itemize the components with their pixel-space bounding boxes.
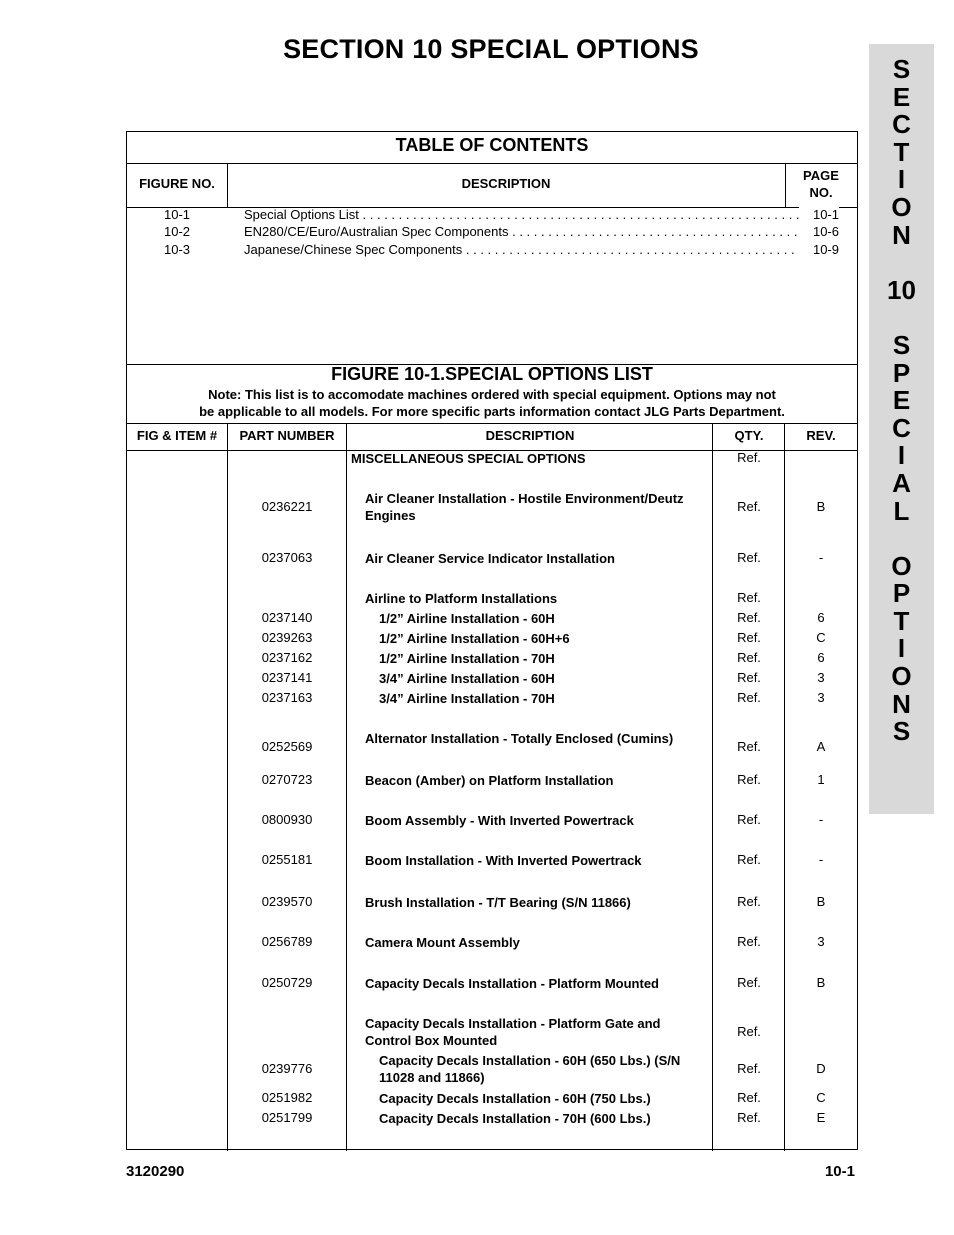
- side-tab-letter: T: [893, 136, 910, 167]
- table-row[interactable]: [127, 934, 857, 951]
- part-rev: B: [816, 498, 826, 514]
- table-row[interactable]: [127, 610, 857, 627]
- part-rev: 6: [817, 650, 825, 665]
- toc-header-description: DESCRIPTION: [461, 176, 551, 191]
- side-tab-letter: C: [892, 412, 911, 443]
- part-description: 3/4” Airline Installation - 60H: [379, 671, 555, 686]
- side-tab-letter: P: [892, 357, 911, 388]
- part-description: Boom Installation - With Inverted Powertrack: [365, 853, 642, 868]
- table-row[interactable]: [127, 894, 857, 911]
- table-row[interactable]: [127, 1110, 857, 1127]
- table-row[interactable]: [127, 1052, 857, 1086]
- part-rev: 3: [817, 934, 825, 949]
- part-rev: C: [816, 630, 826, 645]
- side-tab-letter: N: [892, 688, 911, 719]
- part-number: 0239776: [261, 1060, 313, 1076]
- part-number: 0251799: [261, 1110, 313, 1125]
- table-row[interactable]: [127, 1090, 857, 1107]
- part-rev: A: [816, 738, 826, 754]
- part-rev: 3: [817, 670, 825, 685]
- part-number: 0251982: [261, 1090, 313, 1105]
- part-rev: D: [816, 1060, 826, 1076]
- part-description: Alternator Installation - Totally Enclosed (Cumins): [365, 731, 674, 746]
- part-description: Capacity Decals Installation - 60H (750 Lbs.): [379, 1091, 651, 1106]
- part-qty: Ref.: [737, 975, 761, 990]
- part-number: 0250729: [261, 975, 313, 990]
- header-description: DESCRIPTION: [485, 428, 575, 443]
- side-tab-letter: O: [891, 550, 912, 581]
- side-tab-letter: T: [893, 605, 910, 636]
- side-tab-letter: I: [897, 164, 906, 195]
- doc-number: 3120290: [126, 1163, 185, 1180]
- part-number: 0237163: [261, 690, 313, 705]
- part-qty: Ref.: [737, 590, 761, 605]
- part-qty: Ref.: [737, 690, 761, 705]
- side-tab-letter: S: [892, 716, 911, 747]
- table-row[interactable]: [127, 690, 857, 707]
- part-description: Capacity Decals Installation - 60H (650 Lbs.) (S/N 11028 and 11866): [379, 1053, 681, 1085]
- divider: [127, 423, 857, 424]
- page-number: 10-1: [824, 1163, 855, 1180]
- part-qty: Ref.: [737, 812, 761, 827]
- table-bottom-border: [126, 1149, 858, 1150]
- table-row[interactable]: [127, 630, 857, 647]
- toc-header-page: PAGE NO.: [803, 168, 839, 200]
- part-description: Capacity Decals Installation - Platform Gate and Control Box Mounted: [365, 1016, 661, 1048]
- part-number: 0237141: [261, 670, 313, 685]
- side-tab-text: [869, 56, 934, 746]
- part-number: 0236221: [261, 498, 313, 514]
- part-rev: 1: [817, 772, 825, 787]
- side-tab-letter: A: [892, 467, 911, 498]
- part-description: 1/2” Airline Installation - 60H+6: [379, 631, 570, 646]
- part-rev: E: [816, 1110, 826, 1125]
- table-row[interactable]: [127, 450, 857, 467]
- side-tab-letter: S: [892, 329, 911, 360]
- divider: [127, 163, 857, 164]
- table-row[interactable]: [127, 670, 857, 687]
- part-description: Airline to Platform Installations: [365, 591, 558, 606]
- part-description: Air Cleaner Installation - Hostile Environment/Deutz Engines: [365, 491, 684, 523]
- part-qty: Ref.: [737, 934, 761, 949]
- part-number: 0800930: [261, 812, 313, 827]
- part-description: MISCELLANEOUS SPECIAL OPTIONS: [351, 451, 586, 466]
- part-description: Camera Mount Assembly: [365, 935, 520, 950]
- part-rev: B: [816, 894, 826, 909]
- part-number: 0237140: [261, 610, 313, 625]
- part-description: Air Cleaner Service Indicator Installation: [365, 551, 615, 566]
- table-row[interactable]: [127, 550, 857, 567]
- side-tab-letter: [869, 525, 934, 553]
- part-description: 1/2” Airline Installation - 70H: [379, 651, 555, 666]
- toc-row[interactable]: 10-3 Japanese/Chinese Spec Components . . . 10-9: [127, 242, 857, 259]
- part-rev: -: [818, 550, 824, 565]
- table-row[interactable]: [127, 650, 857, 667]
- part-qty: Ref.: [737, 772, 761, 787]
- part-description: Capacity Decals Installation - 70H (600 Lbs.): [379, 1111, 651, 1126]
- part-rev: -: [818, 852, 824, 867]
- part-qty: Ref.: [737, 498, 761, 514]
- part-qty: Ref.: [737, 650, 761, 665]
- part-qty: Ref.: [737, 1023, 761, 1039]
- toc-row[interactable]: 10-2 EN280/CE/Euro/Australian Spec Components . . . 10-6: [127, 224, 857, 241]
- part-qty: Ref.: [737, 852, 761, 867]
- part-description: Brush Installation - T/T Bearing (S/N 11866): [365, 895, 631, 910]
- part-rev: 6: [817, 610, 825, 625]
- part-number: 0256789: [261, 934, 313, 949]
- table-row[interactable]: [127, 975, 857, 992]
- side-tab-letter: C: [892, 109, 911, 140]
- header-part-number: PART NUMBER: [239, 428, 335, 443]
- part-number: 0255181: [261, 852, 313, 867]
- part-rev: -: [818, 812, 824, 827]
- part-qty: Ref.: [737, 670, 761, 685]
- part-rev: C: [816, 1090, 826, 1105]
- part-qty: Ref.: [737, 610, 761, 625]
- table-row[interactable]: [127, 812, 857, 829]
- part-qty: Ref.: [737, 894, 761, 909]
- part-description: 3/4” Airline Installation - 70H: [379, 691, 555, 706]
- part-number: 0237063: [261, 550, 313, 565]
- toc-title: TABLE OF CONTENTS: [395, 135, 589, 155]
- figure-note: Note: This list is to accomodate machines ordered with special equipment. Options may not be applicable to all models. For more specific parts information contact JLG Parts Department.: [199, 387, 785, 419]
- side-tab-letter: I: [897, 440, 906, 471]
- part-number: 0237162: [261, 650, 313, 665]
- toc-row[interactable]: 10-1 Special Options List . . . 10-1: [127, 207, 857, 224]
- figure-title: FIGURE 10-1.SPECIAL OPTIONS LIST: [331, 364, 653, 384]
- side-tab-letter: 10: [887, 274, 916, 305]
- table-row[interactable]: [127, 730, 857, 764]
- part-qty: Ref.: [737, 738, 761, 754]
- part-description: Beacon (Amber) on Platform Installation: [365, 773, 614, 788]
- side-tab-letter: O: [891, 191, 912, 222]
- table-row[interactable]: [127, 590, 857, 607]
- header-qty: QTY.: [734, 428, 764, 443]
- table-row[interactable]: [127, 490, 857, 524]
- part-qty: Ref.: [737, 1110, 761, 1125]
- part-qty: Ref.: [737, 550, 761, 565]
- part-qty: Ref.: [737, 450, 761, 465]
- part-number: 0239263: [261, 630, 313, 645]
- side-tab-letter: O: [891, 661, 912, 692]
- side-tab-letter: [869, 304, 934, 332]
- header-fig-item: FIG & ITEM #: [136, 428, 218, 443]
- part-description: Capacity Decals Installation - Platform Mounted: [365, 976, 659, 991]
- content-frame: [126, 131, 858, 1150]
- page-title: SECTION 10 SPECIAL OPTIONS: [283, 34, 699, 64]
- part-rev: B: [816, 975, 826, 990]
- side-tab-letter: [869, 249, 934, 277]
- part-number: 0239570: [261, 894, 313, 909]
- side-tab-letter: N: [892, 219, 911, 250]
- side-tab-letter: E: [892, 385, 911, 416]
- side-tab-letter: E: [892, 81, 911, 112]
- table-row[interactable]: [127, 772, 857, 789]
- side-tab-letter: P: [892, 578, 911, 609]
- part-number: 0252569: [261, 738, 313, 754]
- table-row[interactable]: [127, 852, 857, 869]
- section-side-tab: [869, 44, 934, 814]
- side-tab-letter: I: [897, 633, 906, 664]
- side-tab-letter: S: [892, 54, 911, 84]
- toc-header-figure: FIGURE NO.: [139, 176, 215, 191]
- part-qty: Ref.: [737, 1090, 761, 1105]
- part-description: 1/2” Airline Installation - 60H: [379, 611, 555, 626]
- part-description: Boom Assembly - With Inverted Powertrack: [365, 813, 634, 828]
- part-number: 0270723: [261, 772, 313, 787]
- side-tab-letter: L: [893, 495, 910, 526]
- table-row[interactable]: [127, 1015, 857, 1049]
- part-rev: 3: [817, 690, 825, 705]
- part-qty: Ref.: [737, 630, 761, 645]
- header-rev: REV.: [806, 428, 836, 443]
- part-qty: Ref.: [737, 1060, 761, 1076]
